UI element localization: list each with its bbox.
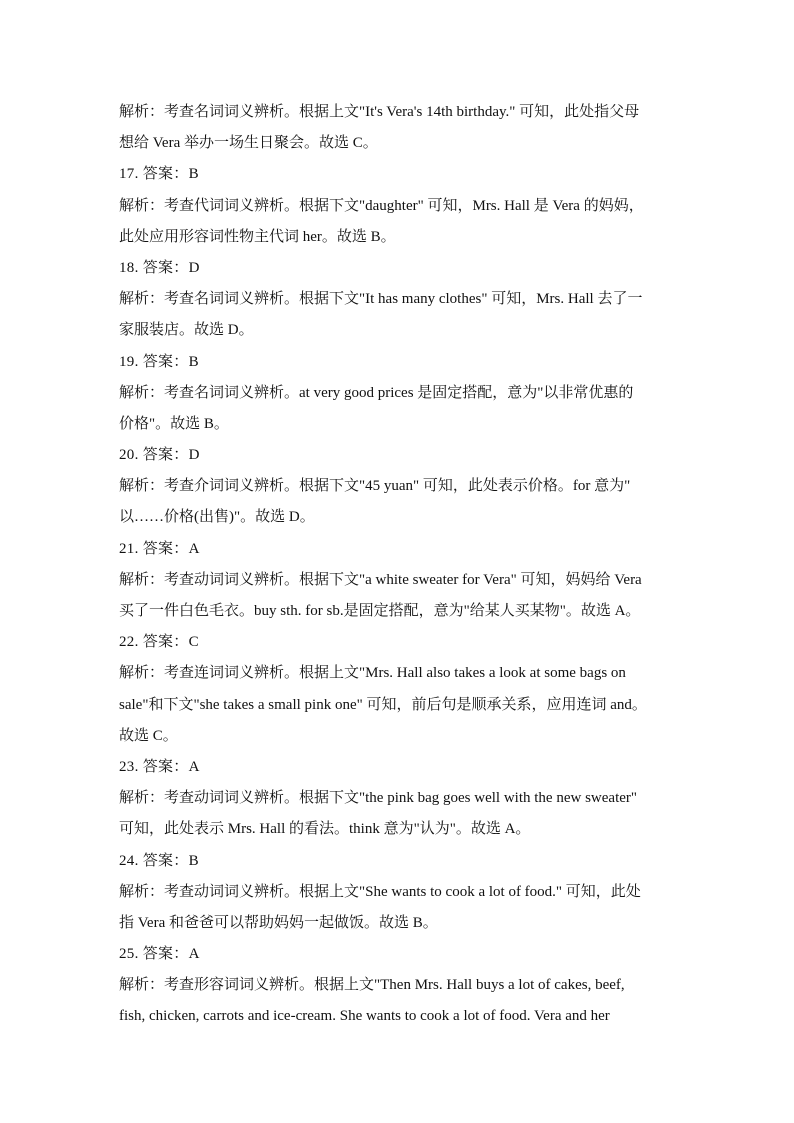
- answer-line: 24. 答案：B: [119, 852, 199, 869]
- analysis-line: 解析：考查动词词义辨析。根据下文"the pink bag goes well with the new sweater": [119, 790, 638, 807]
- analysis-line: 解析：考查名词词义辨析。根据上文"It's Vera's 14th birthday." 可知，此处指父母: [119, 104, 640, 120]
- analysis-line: fish, chicken, carrots and ice-cream. She wants to cook a lot of food. Vera and her: [119, 1008, 610, 1025]
- answer-line: 23. 答案：A: [119, 758, 200, 775]
- analysis-line: 故选 C。: [119, 727, 178, 744]
- analysis-line: 解析：考查连词词义辨析。根据上文"Mrs. Hall also takes a look at some bags on: [119, 665, 626, 682]
- analysis-line: 以……价格(出售)"。故选 D。: [119, 509, 315, 526]
- analysis-line: 指 Vera 和爸爸可以帮助妈妈一起做饭。故选 B。: [119, 914, 438, 931]
- answer-line: 17. 答案：B: [119, 166, 199, 183]
- analysis-line: 此处应用形容词性物主代词 her。故选 B。: [119, 228, 396, 245]
- analysis-line: 想给 Vera 举办一场生日聚会。故选 C。: [119, 135, 378, 152]
- analysis-line: 价格"。故选 B。: [119, 415, 229, 432]
- answer-line: 22. 答案：C: [119, 634, 199, 651]
- analysis-line: 买了一件白色毛衣。buy sth. for sb.是固定搭配，意为"给某人买某物"。故选 A。: [119, 603, 641, 619]
- analysis-line: 解析：考查动词词义辨析。根据下文"a white sweater for Vera" 可知，妈妈给 Vera: [119, 571, 642, 588]
- analysis-line: 家服装店。故选 D。: [119, 322, 254, 339]
- analysis-line: 解析：考查形容词词义辨析。根据上文"Then Mrs. Hall buys a lot of cakes, beef,: [119, 977, 625, 994]
- answer-line: 19. 答案：B: [119, 353, 199, 370]
- answer-line: 21. 答案：A: [119, 540, 200, 557]
- answer-line: 20. 答案：D: [119, 447, 200, 464]
- answer-line: 18. 答案：D: [119, 259, 200, 276]
- analysis-line: sale"和下文"she takes a small pink one" 可知，前后句是顺承关系，应用连词 and。: [119, 696, 647, 713]
- analysis-line: 解析：考查名词词义辨析。根据下文"It has many clothes" 可知，Mrs. Hall 去了一: [119, 291, 643, 308]
- analysis-line: 解析：考查介词词义辨析。根据下文"45 yuan" 可知，此处表示价格。for 意为": [119, 478, 631, 495]
- analysis-line: 解析：考查代词词义辨析。根据下文"daughter" 可知，Mrs. Hall 是 Vera 的妈妈，: [119, 197, 644, 214]
- analysis-line: 解析：考查动词词义辨析。根据上文"She wants to cook a lot of food." 可知，此处: [119, 883, 641, 900]
- answer-line: 25. 答案：A: [119, 946, 200, 963]
- analysis-line: 解析：考查名词词义辨析。at very good prices 是固定搭配，意为"以非常优惠的: [119, 384, 634, 401]
- answer-explanations: [119, 97, 679, 1033]
- analysis-line: 可知，此处表示 Mrs. Hall 的看法。think 意为"认为"。故选 A。: [119, 821, 531, 838]
